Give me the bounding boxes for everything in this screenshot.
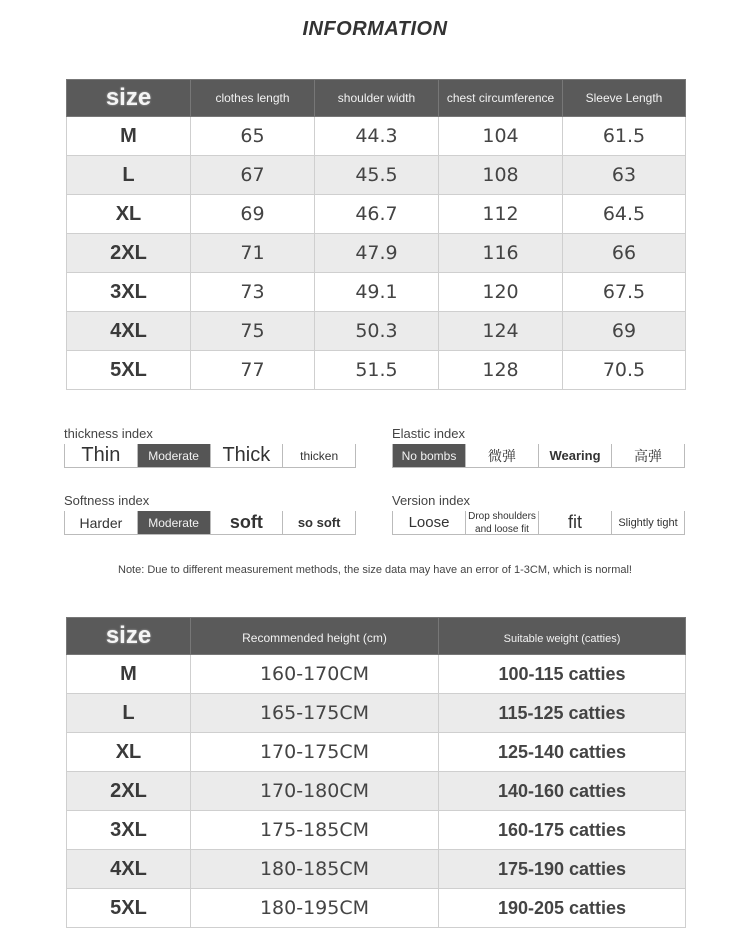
header-suitable-weight (439, 618, 686, 655)
thickness-option-thin: Thin (64, 444, 137, 468)
measurement-note: Note: Due to different measurement methods, the size data may have an error of 1-3CM, which is normal! (118, 564, 632, 576)
shoulder-width-cell: 51.5 (315, 351, 439, 390)
thickness-index (64, 426, 356, 468)
size-measurement-table (66, 79, 686, 390)
clothes-length-cell: 65 (191, 117, 315, 156)
thickness-scale (64, 444, 356, 468)
version-index-label: Version index (392, 493, 471, 508)
version-option-fit: fit (538, 511, 611, 535)
softness-option-moderate: Moderate (137, 511, 210, 535)
softness-option-so-soft: so soft (282, 511, 356, 535)
softness-option-harder: Harder (64, 511, 137, 535)
recommended-height-cell: 160-170CM (191, 655, 439, 694)
elastic-option-wearing: Wearing (538, 444, 611, 468)
header-recommended-height (191, 618, 439, 655)
suitable-weight-cell: 190-205 catties (439, 889, 686, 928)
sleeve-length-cell: 69 (563, 312, 686, 351)
softness-index (64, 493, 356, 535)
recommended-height-cell: 175-185CM (191, 811, 439, 850)
clothes-length-cell: 75 (191, 312, 315, 351)
suitable-weight-cell: 125-140 catties (439, 733, 686, 772)
header-clothes-length-label: clothes length (215, 90, 290, 105)
table-header-row (67, 80, 686, 117)
elastic-scale (392, 444, 685, 468)
table-row (67, 655, 686, 694)
softness-index-label: Softness index (64, 493, 150, 508)
chest-circumference-cell: 104 (439, 117, 563, 156)
page-title: INFORMATION (302, 18, 448, 40)
size-cell: 5XL (67, 889, 191, 928)
size-cell: 3XL (67, 811, 191, 850)
shoulder-width-cell: 47.9 (315, 234, 439, 273)
size-cell: 5XL (67, 351, 191, 390)
size-cell: 2XL (67, 772, 191, 811)
chest-circumference-cell: 116 (439, 234, 563, 273)
table-row (67, 811, 686, 850)
size-cell: 4XL (67, 850, 191, 889)
header-suitable-weight-label: Suitable weight (catties) (503, 632, 621, 645)
shoulder-width-cell: 49.1 (315, 273, 439, 312)
shoulder-width-cell: 44.3 (315, 117, 439, 156)
header-size-label: size (105, 84, 152, 111)
clothes-length-cell: 67 (191, 156, 315, 195)
table-row (67, 273, 686, 312)
size-cell: 3XL (67, 273, 191, 312)
elastic-index-label: Elastic index (392, 426, 465, 441)
thickness-option-thicken: thicken (282, 444, 356, 468)
table-row (67, 733, 686, 772)
table-header-row (67, 618, 686, 655)
clothes-length-cell: 71 (191, 234, 315, 273)
header-chest-circumference-label: chest circumference (446, 90, 555, 105)
thickness-option-moderate: Moderate (137, 444, 210, 468)
sleeve-length-cell: 70.5 (563, 351, 686, 390)
chest-circumference-cell: 108 (439, 156, 563, 195)
elastic-option-slight: 微弹 (465, 444, 538, 468)
elastic-index (392, 426, 685, 468)
softness-option-soft: soft (210, 511, 283, 535)
sleeve-length-cell: 63 (563, 156, 686, 195)
version-option-slightly-tight: Slightly tight (611, 511, 685, 535)
suitable-weight-cell: 175-190 catties (439, 850, 686, 889)
clothes-length-cell: 77 (191, 351, 315, 390)
size-cell: 2XL (67, 234, 191, 273)
fit-recommendation-table (66, 617, 686, 928)
table-row (67, 117, 686, 156)
recommended-height-cell: 170-175CM (191, 733, 439, 772)
size-cell: 4XL (67, 312, 191, 351)
header-size-label: size (105, 622, 152, 649)
suitable-weight-cell: 100-115 catties (439, 655, 686, 694)
shoulder-width-cell: 45.5 (315, 156, 439, 195)
size-cell: XL (67, 733, 191, 772)
suitable-weight-cell: 160-175 catties (439, 811, 686, 850)
sleeve-length-cell: 67.5 (563, 273, 686, 312)
size-cell: XL (67, 195, 191, 234)
clothes-length-cell: 73 (191, 273, 315, 312)
thickness-index-label: thickness index (64, 426, 153, 441)
elastic-option-no-bombs: No bombs (392, 444, 465, 468)
softness-scale (64, 511, 356, 535)
header-chest-circumference (439, 80, 563, 117)
header-recommended-height-label: Recommended height (cm) (242, 630, 387, 645)
recommended-height-cell: 165-175CM (191, 694, 439, 733)
header-sleeve-length-label: Sleeve Length (585, 90, 663, 105)
table-row (67, 889, 686, 928)
size-cell: M (67, 117, 191, 156)
size-cell: L (67, 156, 191, 195)
elastic-option-high: 高弹 (611, 444, 685, 468)
table-row (67, 234, 686, 273)
shoulder-width-cell: 50.3 (315, 312, 439, 351)
recommended-height-cell: 180-185CM (191, 850, 439, 889)
table-row (67, 195, 686, 234)
header-sleeve-length (563, 80, 686, 117)
header-size (67, 80, 191, 117)
chest-circumference-cell: 120 (439, 273, 563, 312)
table-row (67, 156, 686, 195)
size-cell: M (67, 655, 191, 694)
shoulder-width-cell: 46.7 (315, 195, 439, 234)
header-shoulder-width-label: shoulder width (337, 90, 416, 105)
suitable-weight-cell: 115-125 catties (439, 694, 686, 733)
table-row (67, 694, 686, 733)
table-row (67, 772, 686, 811)
chest-circumference-cell: 128 (439, 351, 563, 390)
version-scale (392, 511, 685, 535)
chest-circumference-cell: 124 (439, 312, 563, 351)
sleeve-length-cell: 64.5 (563, 195, 686, 234)
chest-circumference-cell: 112 (439, 195, 563, 234)
size-cell: L (67, 694, 191, 733)
thickness-option-thick: Thick (210, 444, 283, 468)
sleeve-length-cell: 61.5 (563, 117, 686, 156)
table-row (67, 351, 686, 390)
header-shoulder-width (315, 80, 439, 117)
header-size (67, 618, 191, 655)
recommended-height-cell: 170-180CM (191, 772, 439, 811)
version-option-drop-shoulders: Drop shoulders and loose fit (465, 511, 538, 535)
suitable-weight-cell: 140-160 catties (439, 772, 686, 811)
recommended-height-cell: 180-195CM (191, 889, 439, 928)
table-row (67, 850, 686, 889)
header-clothes-length (191, 80, 315, 117)
sleeve-length-cell: 66 (563, 234, 686, 273)
table-row (67, 312, 686, 351)
version-option-loose: Loose (392, 511, 465, 535)
clothes-length-cell: 69 (191, 195, 315, 234)
version-index (392, 493, 685, 535)
